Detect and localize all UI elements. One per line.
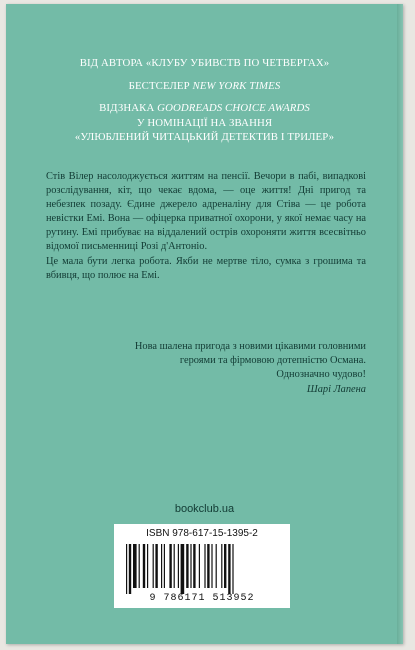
bestseller-prefix: БЕСТСЕЛЕР: [128, 79, 190, 92]
barcode-bar: [232, 544, 233, 594]
promo-header: [6, 56, 403, 145]
barcode-bar: [181, 544, 185, 594]
barcode-bar: [193, 544, 195, 588]
author-line: ВІД АВТОРА «КЛУБУ УБИВСТВ ПО ЧЕТВЕРГАХ»: [79, 57, 330, 69]
review-quote: [46, 340, 366, 397]
barcode-bar: [129, 544, 131, 594]
quote-line-3: Однозначно чудово!: [276, 369, 366, 381]
barcode-bar: [178, 544, 179, 588]
isbn-label: ISBN 978-617-15-1395-2: [146, 528, 258, 539]
barcode-bar: [221, 544, 222, 588]
barcode-bar: [228, 544, 230, 594]
barcode-bar: [133, 544, 137, 588]
award-line: [6, 101, 403, 116]
barcode-bar: [204, 544, 205, 588]
barcode-digits: 9 786171 513952: [149, 593, 255, 604]
barcode-bar: [139, 544, 140, 588]
book-description: [46, 170, 366, 283]
barcode-bar: [224, 544, 226, 588]
back-cover: [6, 4, 403, 644]
barcode-bar: [190, 544, 191, 588]
barcode-bar: [211, 544, 212, 588]
barcode-bar: [169, 544, 171, 588]
barcode-bar: [216, 544, 217, 588]
bestseller-line: [6, 79, 403, 94]
barcode-bar: [161, 544, 162, 588]
award-name: GOODREADS CHOICE AWARDS: [157, 102, 310, 114]
barcode-bar: [174, 544, 175, 588]
description-paragraph-2: Це мала бути легка робота. Якби не мертве тіло, сумка з грошима та вбивця, що полює на Емі.: [46, 255, 366, 281]
barcode-bar: [126, 544, 127, 594]
barcode-bar: [199, 544, 200, 588]
bestseller-source: NEW YORK TIMES: [192, 79, 281, 92]
barcode-bars: [124, 544, 280, 596]
barcode-bar: [186, 544, 188, 588]
nomination-line: У НОМІНАЦІЇ НА ЗВАННЯ: [136, 116, 273, 129]
barcode-bar: [164, 544, 165, 588]
quote-line-2: героями та фірмовою дотепністю Османа.: [179, 355, 366, 367]
publisher-website: bookclub.ua: [174, 503, 235, 515]
award-prefix: ВІДЗНАКА: [99, 102, 155, 114]
barcode-bar: [207, 544, 209, 588]
barcode-bar: [143, 544, 145, 588]
barcode-bar: [155, 544, 157, 588]
description-paragraph-1: Стів Вілер насолоджується життям на пенсії. Вечори в пабі, випадкові розслідування, кіт, що чекає вдома, — оце життя! Дні пригод та небезпек позаду. Єдине джерело адреналіну для Стіва — це робота невістки Емі. Вона — офіцерка приватної охорони, у якої немає часу на рутину. Емі прибуває на віддалений острів охороняти життя всесвітньо відомої письменниці Розі д'Антоніо.: [46, 171, 366, 253]
barcode-block: [114, 524, 290, 608]
quote-line-1: Нова шалена пригода з новими цікавими головними: [134, 341, 366, 352]
barcode-bar: [147, 544, 148, 588]
quote-author: Шарі Лапена: [306, 383, 366, 395]
nomination-title: «УЛЮБЛЕНИЙ ЧИТАЦЬКИЙ ДЕТЕКТИВ І ТРИЛЕР»: [74, 131, 335, 143]
barcode-bar: [153, 544, 154, 588]
